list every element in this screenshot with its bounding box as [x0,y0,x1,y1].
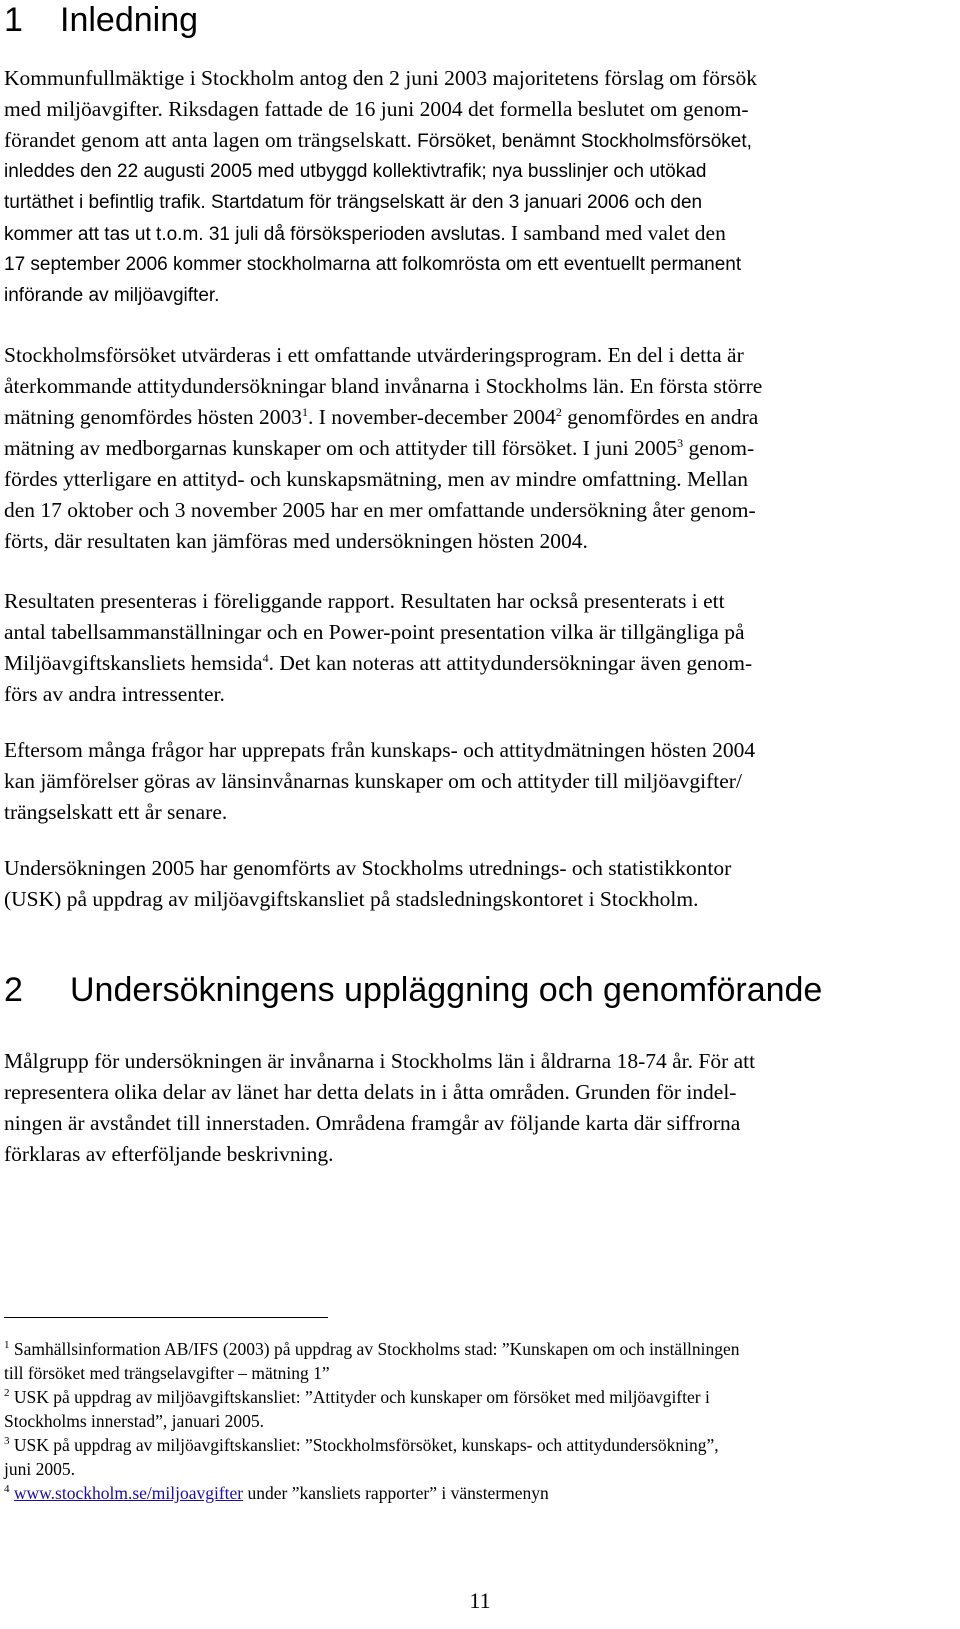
text-line: (USK) på uppdrag av miljöavgiftskansliet på stadsledningskontoret i Stockholm. [4,887,699,911]
text-line: 17 september 2006 kommer stockholmarna att folkomrösta om ett eventuellt permanent [4,254,742,275]
text-line: Stockholmsförsöket utvärderas i ett omfattande utvärderingsprogram. En del i detta är [4,343,744,367]
paragraph-target-group [4,1046,960,1170]
text-line: kan jämförelser göras av länsinvånarnas kunskaper om och attityder till miljöavgifter/ [4,769,742,793]
text-line: förandet genom att anta lagen om trängselskatt. Försöket, benämnt Stockholmsförsöket, [4,128,752,152]
text-line: trängselskatt ett år senare. [4,800,228,824]
footnote-3: $^3$ USK på uppdrag av miljöavgiftskansliet: ”Stockholmsförsöket, kunskaps- och attitydundersökning”, [4,1435,719,1455]
text-line: Miljöavgiftskansliets hemsida$^4$. Det kan noteras att attitydundersökningar även genom- [4,651,753,675]
text-line: Eftersom många frågor har upprepats från kunskaps- och attitydmätningen hösten 2004 [4,738,756,762]
text-line: inleddes den 22 augusti 2005 med utbyggd kollektivtrafik; nya busslinjer och utökad [4,161,707,182]
footnote-ref: 3 [677,436,684,450]
text-line: förts, där resultaten kan jämföras med undersökningen hösten 2004. [4,529,588,553]
text-line: Undersökningen 2005 har genomförts av Stockholms utrednings- och statistikkontor [4,856,732,880]
text-line: representera olika delar av länet har detta delats in i åtta områden. Grunden för indel- [4,1080,737,1104]
paragraph-comparison [4,735,960,828]
text-line: återkommande attitydundersökningar bland invånarna i Stockholms län. En första större [4,374,763,398]
paragraph-intro [4,63,960,311]
footnote-1: $^1$ Samhällsinformation AB/IFS (2003) på uppdrag av Stockholms stad: ”Kunskapen om och inställningen [4,1339,740,1359]
footnote-4: $^4$ www.stockholm.se/miljoavgifter under ”kansliets rapporter” i vänstermenyn [4,1483,549,1503]
text-line: Målgrupp för undersökningen är invånarna i Stockholms län i åldrarna 18-74 år. För att [4,1049,756,1073]
text-line: med miljöavgifter. Riksdagen fattade de 16 juni 2004 det formella beslutet om genom- [4,97,749,121]
text-line: mätning av medborgarnas kunskaper om och attityder till försöket. I juni 2005$^3$ genom- [4,436,755,460]
footnote-ref: 1 [301,405,308,419]
footnote-ref: 2 [555,405,562,419]
section-number: 1 [4,1,23,39]
text-line: den 17 oktober och 3 november 2005 har en mer omfattande undersökning åter genom- [4,498,756,522]
paragraph-results [4,586,960,710]
miljoavgifter-link[interactable]: www.stockholm.se/miljoavgifter [13,1483,244,1503]
text-line: antal tabellsammanställningar och en Power-point presentation vilka är tillgängliga på [4,620,745,644]
paragraph-survey-org [4,853,960,915]
section-title: Undersökningens uppläggning och genomförande [70,971,823,1009]
text-line: turtäthet i befintlig trafik. Startdatum för trängselskatt är den 3 januari 2006 och den [4,192,703,213]
text-line: fördes ytterligare en attityd- och kunskapsmätning, men av mindre omfattning. Mellan [4,467,748,491]
footnote-ref: 4 [262,651,269,665]
text-line: mätning genomfördes hösten 2003$^1$. I november-december 2004$^2$ genomfördes en andra [4,405,759,429]
footnote-3-cont: juni 2005. [4,1459,75,1479]
section-2-heading [4,970,822,1010]
text-line: Resultaten presenteras i föreliggande rapport. Resultaten har också presenterats i ett [4,589,725,613]
footnote-separator [4,1317,328,1318]
text-line: införande av miljöavgifter. [4,285,220,306]
footnote-2-cont: Stockholms innerstad”, januari 2005. [4,1411,265,1431]
text-line: ningen är avståndet till innerstaden. Områdena framgår av följande karta där siffrorna [4,1111,741,1135]
text-line: förklaras av efterföljande beskrivning. [4,1142,334,1166]
footnote-1-cont: till försöket med trängselavgifter – mätning 1” [4,1363,330,1383]
text-line: kommer att tas ut t.o.m. 31 juli då försöksperioden avslutas. I samband med valet den [4,221,726,245]
page-number: 11 [469,1588,491,1613]
footnote-2: $^2$ USK på uppdrag av miljöavgiftskansliet: ”Attityder och kunskaper om försöket med miljöavgifter i [4,1387,710,1407]
text-line: Kommunfullmäktige i Stockholm antog den 2 juni 2003 majoritetens förslag om försök [4,66,757,90]
footnotes [4,1337,960,1505]
paragraph-evaluation [4,340,960,557]
text-line: förs av andra intressenter. [4,682,225,706]
section-number: 2 [4,971,23,1009]
section-1-heading [4,0,198,40]
section-title: Inledning [60,1,199,39]
